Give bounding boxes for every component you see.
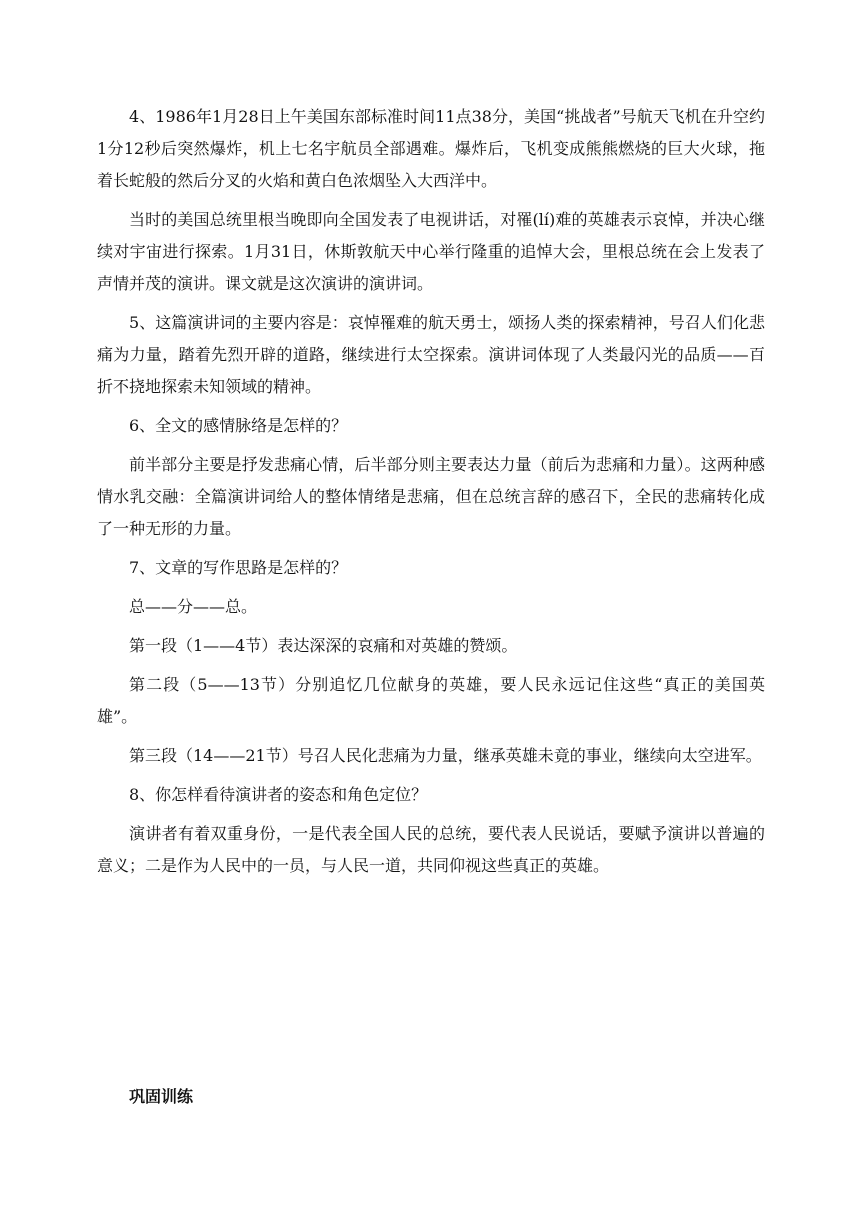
paragraph-section-two: 第二段（5——13节）分别追忆几位献身的英雄，要人民永远记住这些“真正的美国英雄”。 (97, 675, 765, 726)
paragraph-q7-structure: 总——分——总。 (129, 597, 258, 616)
paragraph-q8-answer: 演讲者有着双重身份，一是代表全国人民的总统，要代表人民说话，要赋予演讲以普遍的意义；二是作为人民中的一员，与人民一道，共同仰视这些真正的英雄。 (97, 824, 765, 875)
paragraph-reagan-speech: 当时的美国总统里根当晚即向全国发表了电视讲话，对罹(lí)难的英雄表示哀悼，并决心继续对宇宙进行探索。1月31日，休斯敦航天中心举行隆重的追悼大会，里根总统在会上发表了声情并茂的演讲。课文就是这次演讲的演讲词。 (97, 210, 765, 293)
paragraph-q8-question: 8、你怎样看待演讲者的姿态和角色定位？ (129, 785, 428, 804)
section-heading-practice: 巩固训练 (129, 1087, 194, 1106)
paragraph-section-three: 第三段（14——21节）号召人民化悲痛为力量，继承英雄未竟的事业，继续向太空进军。 (129, 746, 762, 765)
paragraph-q4-background: 4、1986年1月28日上午美国东部标准时间11点38分，美国“挑战者”号航天飞机在升空约1分12秒后突然爆炸，机上七名宇航员全部遇难。爆炸后，飞机变成熊熊燃烧的巨大火球，拖着长蛇般的然后分叉的火焰和黄白色浓烟坠入大西洋中。 (97, 107, 765, 190)
document-body (97, 101, 765, 889)
paragraph-q7-question: 7、文章的写作思路是怎样的？ (129, 558, 348, 577)
paragraph-q5-main-content: 5、这篇演讲词的主要内容是：哀悼罹难的航天勇士，颂扬人类的探索精神，号召人们化悲痛为力量，踏着先烈开辟的道路，继续进行太空探索。演讲词体现了人类最闪光的品质——百折不挠地探索未知领域的精神。 (97, 313, 765, 396)
paragraph-q6-question: 6、全文的感情脉络是怎样的？ (129, 416, 348, 435)
paragraph-section-one: 第一段（1——4节）表达深深的哀痛和对英雄的赞颂。 (129, 636, 518, 655)
paragraph-q6-answer: 前半部分主要是抒发悲痛心情，后半部分则主要表达力量（前后为悲痛和力量）。这两种感情水乳交融：全篇演讲词给人的整体情绪是悲痛，但在总统言辞的感召下，全民的悲痛转化成了一种无形的力量。 (97, 455, 765, 538)
